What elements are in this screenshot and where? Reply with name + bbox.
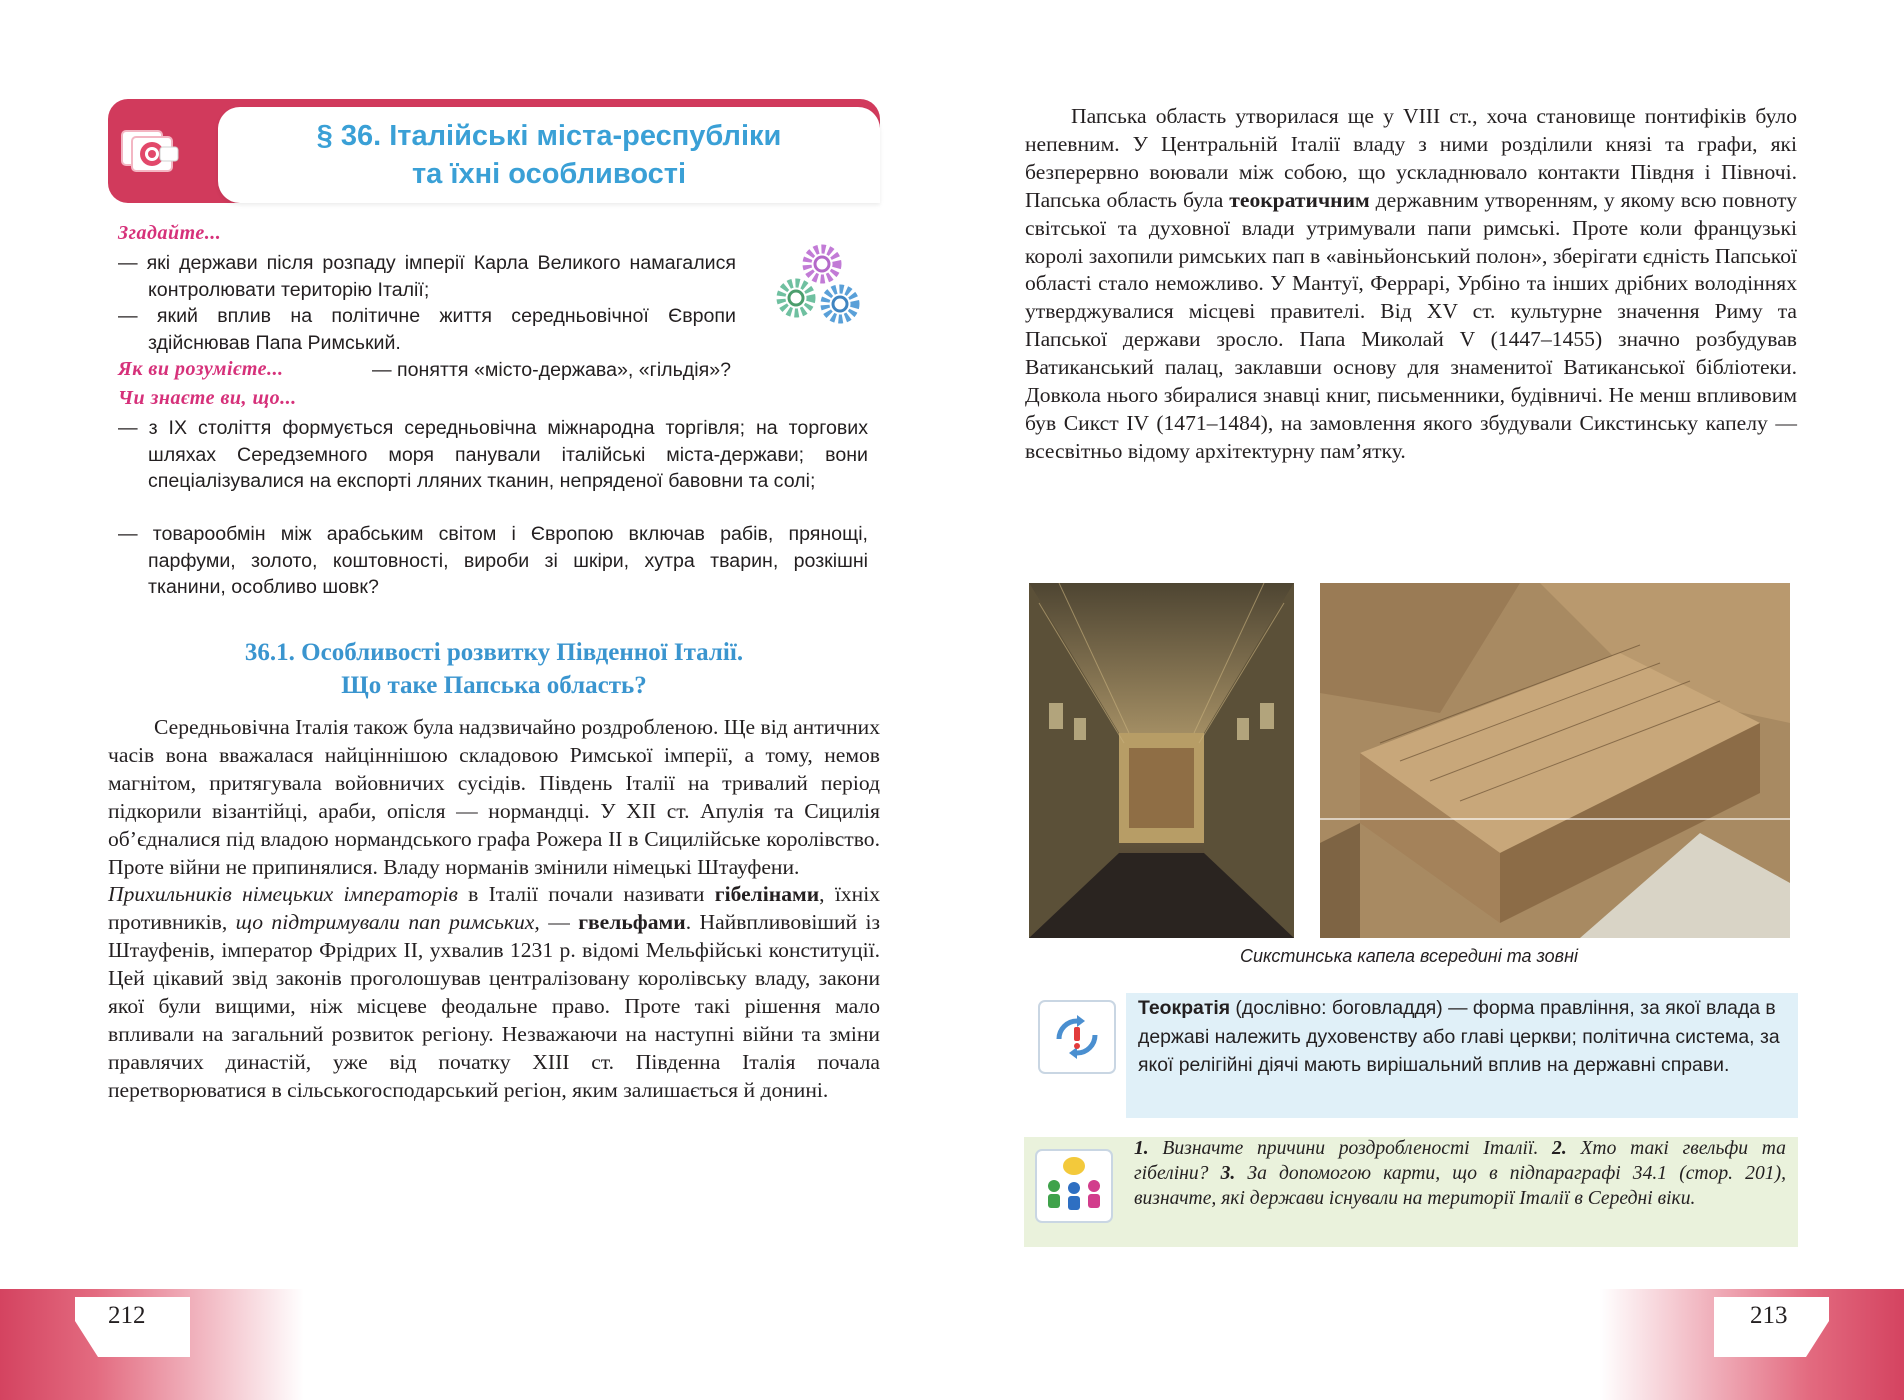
body-fragment: . Найвпливовіший із Штауфенів, імператор Фрідрих II, ухвалив 1231 р. відомі Мельфійські конституції. Цей цікавий звід законів проголошував централізовану королівську владу, закони якої були вищими, ніж місцеве феодальне право. Проте такі рішення мало впливали на загальний розвиток регіону. Незважаючи на наступні війни та зміни правлячих династій, уже від початку XIII ст. Південна Італія почала перетворюватися в сільськогосподарський регіон, яким залишається й донині.: [108, 910, 881, 1102]
question: Визначте причини роздробленості Італії.: [1148, 1138, 1553, 1159]
body-fragment: Папська область утворилася ще у VIII ст., хоча становище понтифіків було непевним. У Центральній Італії владу з ними розділили князі та графи, які безперервно воювали між собою, що ускладнювало контакти Півдня і Півночі. Папська область була: [1025, 104, 1797, 212]
question: За допомогою карти, що в підпараграфі 34.1 (стор. 201), визначте, які держави існували на території Італії в Середні віки.: [1134, 1163, 1786, 1209]
paragraph-icon: [116, 117, 186, 187]
title-line-2: та їхні особливості: [411, 158, 687, 190]
term-theocratic: теократичним: [1229, 187, 1370, 212]
body-fragment: —: [539, 910, 579, 935]
section-title: [108, 636, 880, 702]
italic-phrase: що підтримували пап римських,: [235, 910, 540, 935]
question: Хто такі гвельфи та гібеліни?: [1134, 1138, 1786, 1184]
title-line-1: § 36. Італійські міста-республіки: [316, 120, 782, 152]
page-number-left: 212: [108, 1302, 146, 1329]
understand-text: — поняття «місто-держава», «гільдія»?: [372, 359, 732, 381]
term-text: (дослівно: боговладдя) — форма правління, за якої влада в державі належить духовенству або главі церкви; політична система, за якої релігійні діячі мають вирішальний вплив на державні справи.: [1138, 997, 1780, 1076]
section-title-line-2: Що таке Папська область?: [341, 672, 647, 699]
body-paragraph: Середньовічна Італія також була надзвичайно роздробленою. Ще від античних часів вона вважалася найціннішою складовою Римської імперії, а тому, немов магнітом, притягувала войовничих сусідів. Південь Італії на тривалий період підкорили візантійці, араби, опісля — нормандці. У XII ст. Апулія та Сицилія об’єдналися під владою нормандського графа Рожера II в Сицилійське королівство. Проте війни не припинялися. Владу норманів змінили німецькі Штауфени.: [108, 715, 881, 879]
body-paragraph: [1025, 103, 1797, 466]
section-title-line-1: 36.1. Особливості розвитку Південної Італії.: [244, 639, 744, 666]
body-fragment: державним утворенням, у якому всю повноту світської та духовної влади утримували папи римські. Проте коли французькі королі захопили римських пап в «авіньйонський полон», зберігати єдність Папської області стало неможливо. У Мантуї, Феррарі, Урбіно та інших дрібних володіннях утверджувалися місцеві правителі. Від XV ст. культурне значення Риму та Папської держави зросло. Папа Миколай V (1447–1455) значно розбудував Ватиканський палац, заклавши основу для знаменитої Ватиканської бібліотеки. Довкола нього збиралися знавці книг, письменники, будівничі. Не менш впливовим був Сикст IV (1471–1484), на замовлення якого збудували Сикстинську капелу — всесвітньо відому архітектурну пам’ятку.: [1025, 187, 1797, 463]
paragraph-header: [108, 99, 880, 203]
term-ghibellines: гібелінами: [714, 882, 820, 907]
questions-text: [1134, 1136, 1786, 1211]
sistine-chapel-exterior-photo: [1320, 583, 1790, 938]
body-paragraph: [108, 881, 880, 1104]
group-discussion-icon: [1034, 1148, 1114, 1224]
fact-item: — з IX століття формується середньовічна міжнародна торгівля; на торгових шляхах Середземного моря панували італійські міста-держави; вони спеціалізувалися на експорті лляних тканин, непряденої бавовни та солі;: [118, 417, 868, 492]
page-number-right: 213: [1750, 1302, 1788, 1329]
question-number: 2.: [1552, 1138, 1567, 1159]
term-word: Теократія: [1138, 997, 1231, 1019]
page-title: [218, 117, 880, 193]
question-number: 1.: [1134, 1138, 1149, 1159]
body-fragment: в Італії почали називати: [457, 882, 715, 907]
recall-item: — які держави після розпаду імперії Карла Великого намагалися контролювати територію Італії;: [118, 252, 736, 301]
recall-cue: Згадайте...: [118, 222, 222, 244]
body-fragment: , їхніх противників,: [108, 882, 880, 935]
exclamation-cycle-icon: [1037, 999, 1117, 1075]
italic-phrase: Прихильників німецьких імператорів: [108, 882, 458, 907]
question-number: 3.: [1220, 1163, 1236, 1184]
fact-item: — товарообмін між арабським світом і Європою включав рабів, прянощі, парфуми, золото, коштовності, вироби зі шкіри, хутра тварин, розкішні тканини, особливо шовк?: [118, 523, 868, 598]
sistine-chapel-interior-photo: [1029, 583, 1294, 938]
know-cue: Чи знаєте ви, що...: [118, 387, 297, 409]
understand-cue: Як ви розумієте...: [118, 358, 284, 380]
term-guelphs: гвельфами: [578, 910, 686, 935]
right-body-text: [1025, 103, 1797, 466]
recall-item: — який вплив на політичне життя середньовічної Європи здійснював Папа Римський.: [118, 305, 736, 354]
left-body-text: [108, 714, 880, 1105]
figure-caption: Сикстинська капела всередині та зовні: [1240, 946, 1578, 966]
gears-icon: [774, 240, 870, 336]
term-definition: [1138, 994, 1788, 1080]
